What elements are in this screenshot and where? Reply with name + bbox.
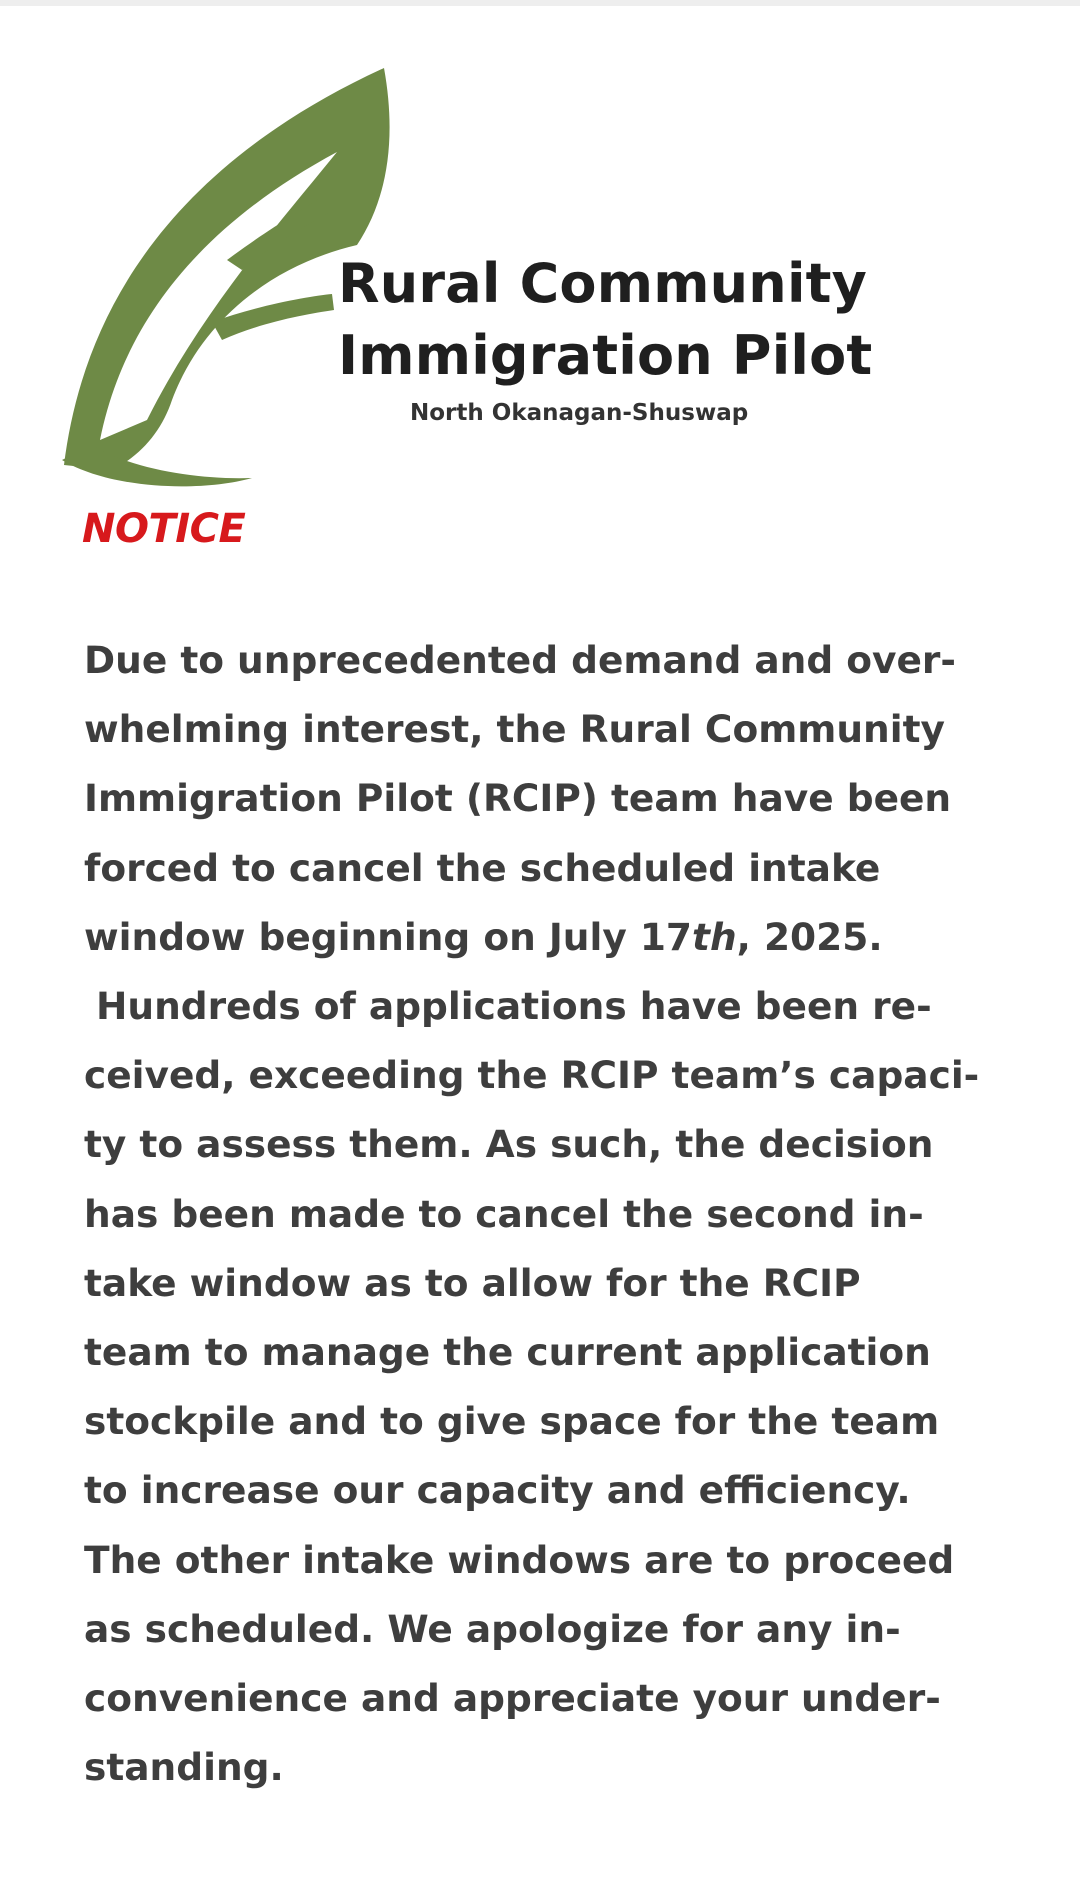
top-divider (0, 0, 1080, 6)
notice-line: team to manage the current application (84, 1330, 931, 1375)
notice-line: as scheduled. We apologize for any in- (84, 1606, 901, 1651)
notice-line: Due to unprecedented demand and over- (84, 638, 956, 682)
notice-line: stockpile and to give space for the team (84, 1399, 940, 1444)
notice-date-text: window beginning on July 17 (84, 914, 693, 959)
notice-line: convenience and appreciate your under- (84, 1676, 941, 1721)
notice-date-year: , 2025. (736, 914, 883, 959)
notice-label: NOTICE (82, 506, 246, 552)
notice-line-date (84, 903, 1014, 972)
notice-line: has been made to cancel the second in- (84, 1191, 924, 1236)
notice-line: to increase our capacity and efficiency. (84, 1468, 911, 1513)
organization-title-line-2: Immigration Pilot (338, 324, 873, 387)
notice-line: ty to assess them. As such, the decision (84, 1122, 934, 1167)
notice-line: whelming interest, the Rural Community (84, 707, 945, 752)
organization-title (338, 248, 872, 392)
notice-line: Immigration Pilot (RCIP) team have been (84, 776, 952, 821)
notice-body (84, 626, 1014, 1802)
organization-subtitle: North Okanagan-Shuswap (410, 400, 749, 426)
notice-line: The other intake windows are to proceed (84, 1537, 955, 1582)
organization-title-line-1: Rural Community (338, 252, 868, 315)
notice-line: ceived, exceeding the RCIP team’s capaci- (84, 1053, 980, 1098)
notice-line: forced to cancel the scheduled intake (84, 845, 881, 890)
notice-line: take window as to allow for the RCIP (84, 1260, 861, 1305)
notice-line: standing. (84, 1745, 284, 1790)
notice-line: Hundreds of applications have been re- (96, 984, 932, 1029)
notice-date-ordinal: th (692, 914, 737, 959)
